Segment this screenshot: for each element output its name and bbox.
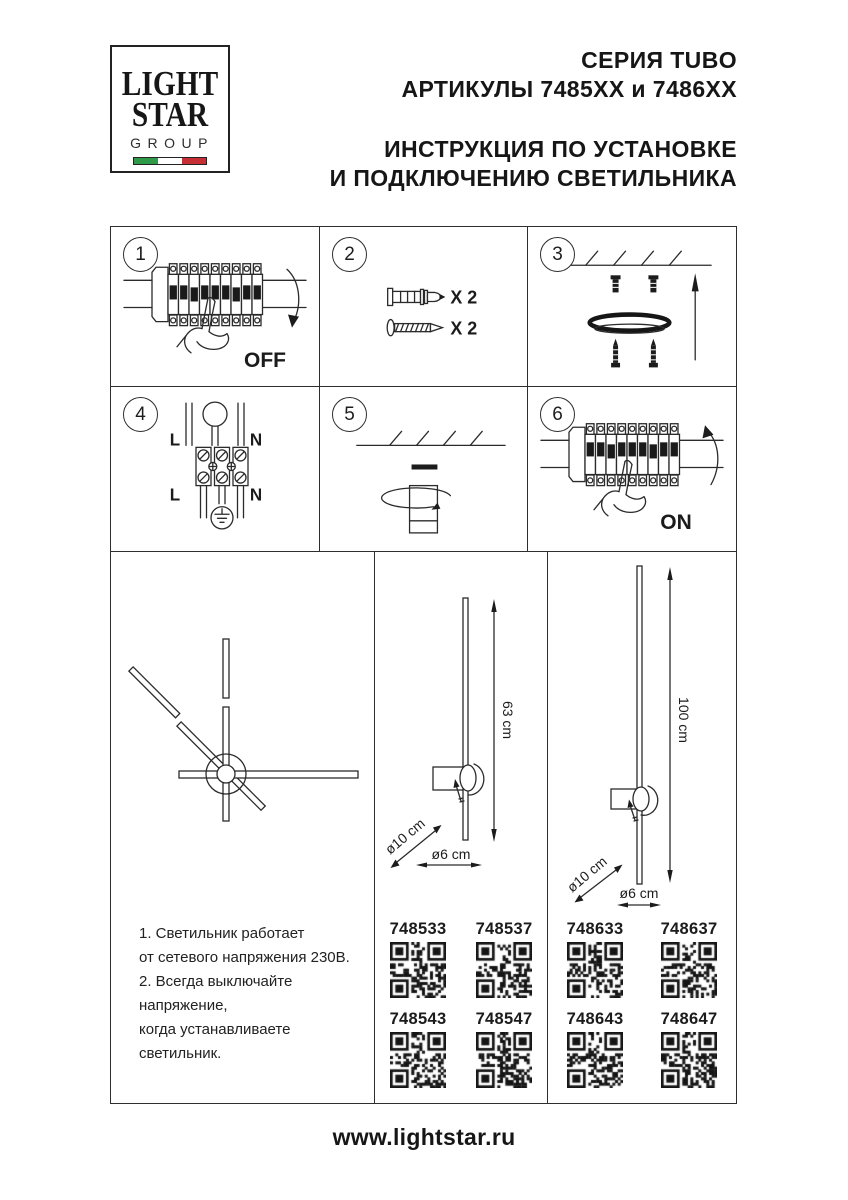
off-label: OFF bbox=[244, 348, 286, 372]
note-line-1: 1. Светильник работает bbox=[139, 925, 305, 942]
note-line-4: когда устанавливаете светильник. bbox=[139, 1021, 291, 1062]
qr-code bbox=[390, 1032, 446, 1088]
lightstar-logo bbox=[110, 45, 230, 173]
terminal-n-bottom: N bbox=[249, 485, 263, 505]
product-748637 bbox=[661, 920, 718, 998]
mount-diameter-label-63: ø10 cm bbox=[381, 815, 428, 858]
step-2-number: 2 bbox=[332, 237, 367, 272]
header-titles bbox=[330, 46, 737, 193]
terminal-l-top: L bbox=[169, 430, 181, 450]
article-code: 748537 bbox=[475, 920, 533, 938]
article-code: 748633 bbox=[566, 920, 624, 938]
note-line-2: от сетевого напряжения 230В. bbox=[139, 949, 350, 966]
qr-code bbox=[661, 942, 717, 998]
flag-red bbox=[182, 158, 206, 164]
qr-code bbox=[567, 1032, 623, 1088]
qr-code bbox=[390, 942, 446, 998]
qr-code bbox=[567, 942, 623, 998]
article-code: 748647 bbox=[660, 1010, 718, 1028]
product-748537 bbox=[476, 920, 533, 998]
product-748643 bbox=[567, 1010, 624, 1088]
fixture-63cm-drawing bbox=[375, 552, 548, 912]
product-748533 bbox=[390, 920, 447, 998]
length-label-100: 100 cm bbox=[676, 697, 692, 743]
step-2-hardware bbox=[320, 227, 528, 387]
step-1-number: 1 bbox=[123, 237, 158, 272]
fixture-drawing-panel bbox=[111, 552, 375, 1103]
product-748633 bbox=[567, 920, 624, 998]
qr-grid-63 bbox=[375, 920, 547, 1088]
arrow-down-icon bbox=[287, 269, 299, 320]
step-5-number: 5 bbox=[332, 397, 367, 432]
step-6-number: 6 bbox=[540, 397, 575, 432]
website-url: www.lightstar.ru bbox=[332, 1124, 516, 1150]
step-5-attach-canopy bbox=[320, 387, 528, 552]
qr-code bbox=[661, 1032, 717, 1088]
model-100cm-panel bbox=[548, 552, 736, 1103]
installation-steps bbox=[110, 226, 737, 552]
product-748647 bbox=[661, 1010, 718, 1088]
length-label-63: 63 cm bbox=[500, 700, 516, 740]
article-code: 748543 bbox=[389, 1010, 447, 1028]
qr-code bbox=[476, 942, 532, 998]
step-1-power-off bbox=[111, 227, 320, 387]
step-6-power-on bbox=[528, 387, 737, 552]
screw-icon bbox=[611, 339, 658, 368]
article-code: 748547 bbox=[475, 1010, 533, 1028]
product-overview bbox=[110, 551, 737, 1104]
arrow-up-icon bbox=[708, 431, 718, 484]
model-63cm-panel bbox=[375, 552, 548, 1103]
mount-diameter-label-100: ø10 cm bbox=[563, 853, 610, 896]
dowel-qty-label: X 2 bbox=[450, 287, 478, 308]
tube-diameter-label-100: ø6 cm bbox=[619, 885, 659, 901]
logo-word-light: LIGHT bbox=[121, 64, 219, 103]
product-748543 bbox=[390, 1010, 447, 1088]
instruction-title-2: И ПОДКЛЮЧЕНИЮ СВЕТИЛЬНИКА bbox=[329, 165, 737, 191]
note-line-3: 2. Всегда выключайте напряжение, bbox=[139, 973, 293, 1014]
screw-qty-label: X 2 bbox=[450, 318, 478, 339]
series-title: СЕРИЯ TUBO bbox=[581, 47, 737, 73]
terminal-n-top: N bbox=[249, 430, 263, 450]
flag-white bbox=[158, 158, 182, 164]
logo-word-star: STAR bbox=[131, 95, 209, 134]
article-code: 748533 bbox=[389, 920, 447, 938]
step-3-mounting-plate bbox=[528, 227, 737, 387]
qr-grid-100 bbox=[548, 920, 736, 1088]
italian-flag-icon bbox=[133, 157, 207, 165]
article-code: 748637 bbox=[660, 920, 718, 938]
product-748547 bbox=[476, 1010, 533, 1088]
qr-code bbox=[476, 1032, 532, 1088]
on-label: ON bbox=[660, 510, 692, 534]
step-3-number: 3 bbox=[540, 237, 575, 272]
fixture-100cm-drawing bbox=[548, 552, 736, 912]
flag-green bbox=[134, 158, 158, 164]
step-4-number: 4 bbox=[123, 397, 158, 432]
terminal-l-bottom: L bbox=[169, 485, 181, 505]
tube-diameter-label-63: ø6 cm bbox=[431, 846, 471, 862]
articles-title: АРТИКУЛЫ 7485XX и 7486XX bbox=[401, 76, 737, 102]
step-4-wiring bbox=[111, 387, 320, 552]
fixture-top-view bbox=[111, 552, 375, 912]
instruction-title-1: ИНСТРУКЦИЯ ПО УСТАНОВКЕ bbox=[384, 136, 737, 162]
logo-word-group: GROUP bbox=[130, 135, 214, 151]
article-code: 748643 bbox=[566, 1010, 624, 1028]
safety-notes bbox=[139, 922, 374, 1066]
dowel-icon bbox=[611, 275, 659, 292]
